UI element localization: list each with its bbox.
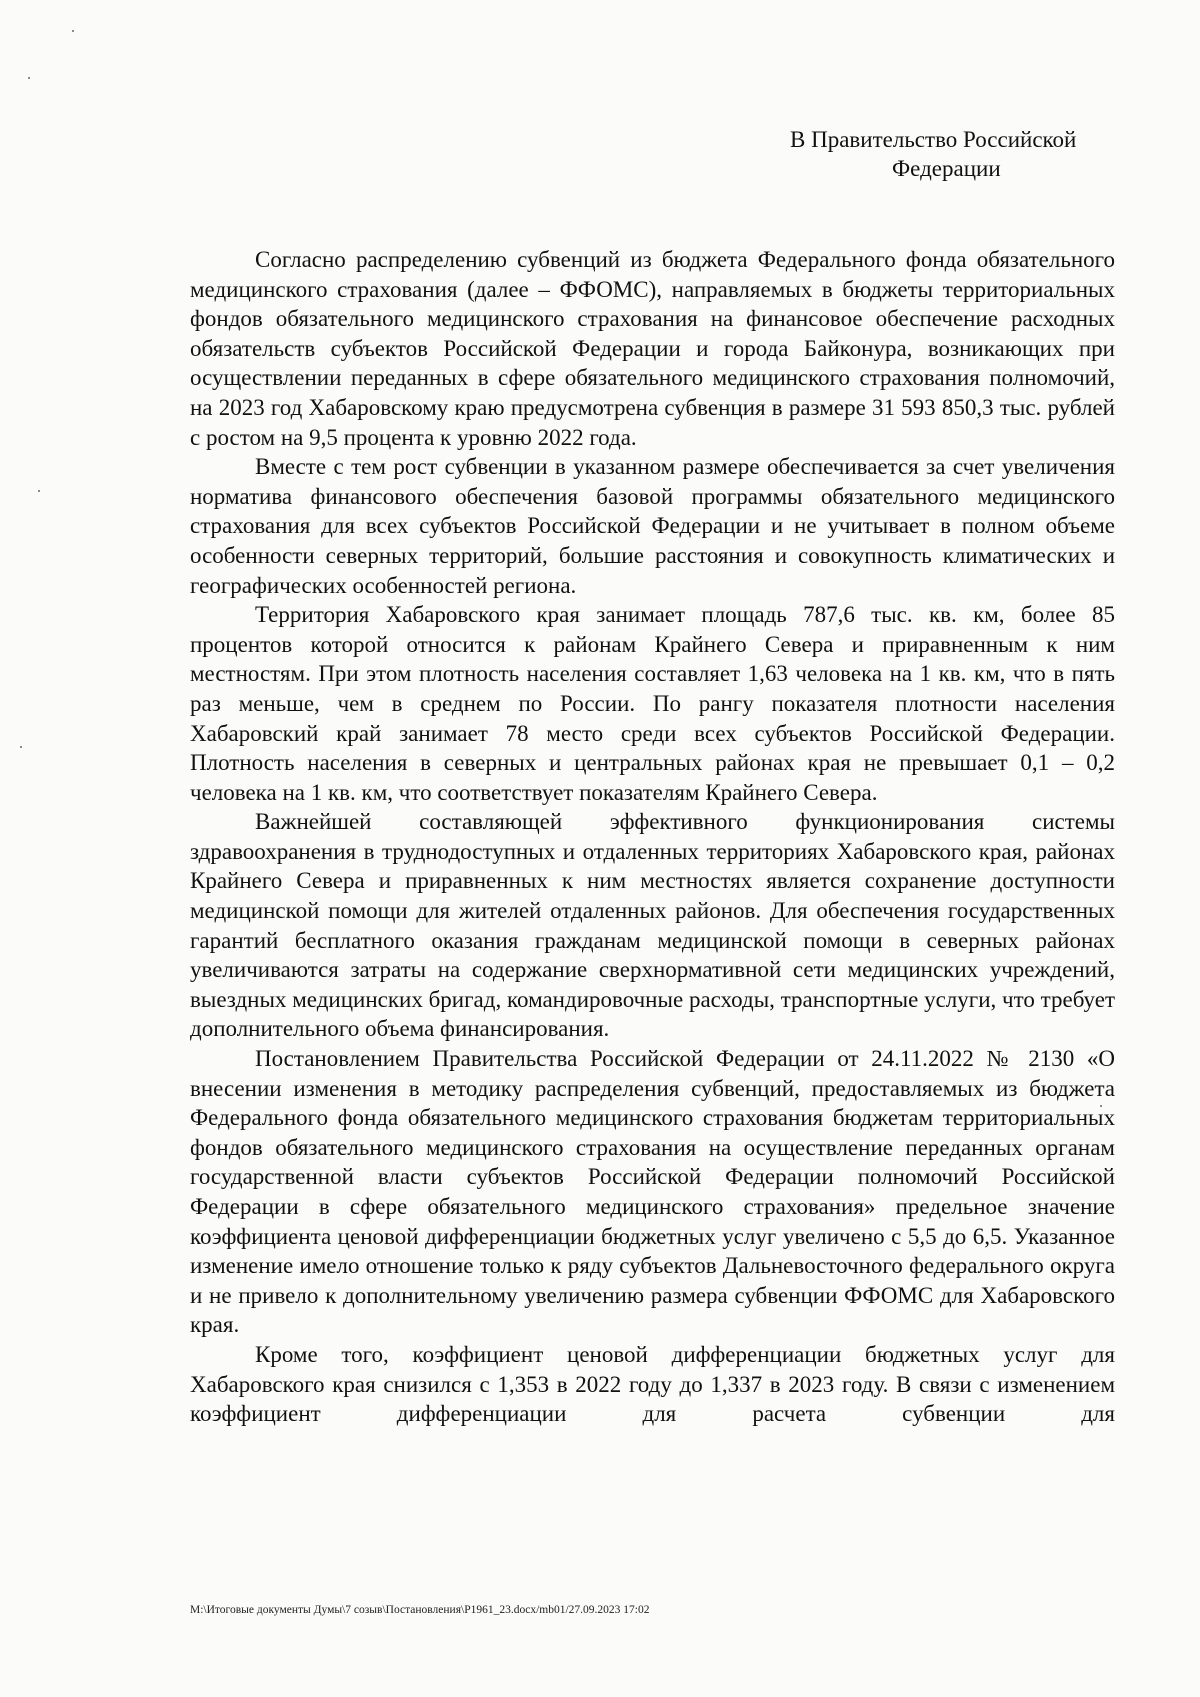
paragraph: Вместе с тем рост субвенции в указанном размере обеспечивается за счет увеличения норматива финансового обеспечения базовой программы обязательного медицинского страхования для всех субъектов Российской Федерации и не учитывает в полном объеме особенности северных территорий, большие расстояния и совокупность климатических и географических особенностей региона. [190, 454, 1115, 598]
scan-speck [72, 30, 74, 32]
addressee-line-1: В Правительство Российской [790, 127, 1077, 152]
paragraph: Территория Хабаровского края занимает площадь 787,6 тыс. кв. км, более 85 процентов которой относится к районам Крайнего Севера и приравненным к ним местностям. При этом плотность населения составляет 1,63 человека на 1 кв. км, что в пять раз меньше, чем в среднем по России. По рангу показателя плотности населения Хабаровский край занимает 78 место среди всех субъектов Российской Федерации. Плотность населения в северных и центральных районах края не превышает 0,1 – 0,2 человека на 1 кв. км, что соответствует показателям Крайнего Севера. [190, 602, 1115, 805]
paragraph: Важнейшей составляющей эффективного функционирования системы здравоохранения в труднодоступных и отдаленных территориях Хабаровского края, районах Крайнего Севера и приравненных к ним местностях является сохранение доступности медицинской помощи для жителей отдаленных районов. Для обеспечения государственных гарантий бесплатного оказания гражданам медицинской помощи в северных районах увеличиваются затраты на содержание сверхнормативной сети медицинских учреждений, выездных медицинских бригад, командировочные расходы, транспортные услуги, что требует дополнительного объема финансирования. [190, 809, 1115, 1042]
paragraph: Согласно распределению субвенций из бюджета Федерального фонда обязательного медицинского страхования (далее – ФФОМС), направляемых в бюджеты территориальных фондов обязательного медицинского страхования на финансовое обеспечение расходных обязательств субъектов Российской Федерации и города Байконура, возникающих при осуществлении переданных в сфере обязательного медицинского страхования полномочий, на 2023 год Хабаровскому краю предусмотрена субвенция в размере 31 593 850,3 тыс. рублей с ростом на 9,5 процента к уровню 2022 года. [190, 247, 1115, 450]
addressee-line-2: Федерации [892, 156, 1001, 181]
paragraph: Постановлением Правительства Российской Федерации от 24.11.2022 № 2130 «О внесении изменения в методику распределения субвенций, предоставляемых из бюджета Федерального фонда обязательного медицинского страхования бюджетам территориальных фондов обязательного медицинского страхования на осуществление переданных органам государственной власти субъектов Российской Федерации полномочий Российской Федерации в сфере обязательного медицинского страхования» предельное значение коэффициента ценовой дифференциации бюджетных услуг увеличено с 5,5 до 6,5. Указанное изменение имело отношение только к ряду субъектов Дальневосточного федерального округа и не привело к дополнительному увеличению размера субвенции ФФОМС для Хабаровского края. [190, 1046, 1115, 1338]
scan-speck [38, 490, 40, 492]
scan-speck [28, 77, 30, 79]
addressee-block [790, 125, 1150, 183]
scan-speck [20, 746, 22, 748]
paragraph: Кроме того, коэффициент ценовой дифференциации бюджетных услуг для Хабаровского края снизился с 1,353 в 2022 году до 1,337 в 2023 году. В связи с изменением коэффициент дифференциации для расчета субвенции для [190, 1341, 1115, 1427]
file-path-footer: M:\Итоговые документы Думы\7 созыв\Постановления\P1961_23.docx/mb01/27.09.2023 17:02 [190, 1604, 650, 1616]
letter-body [190, 245, 1115, 1429]
